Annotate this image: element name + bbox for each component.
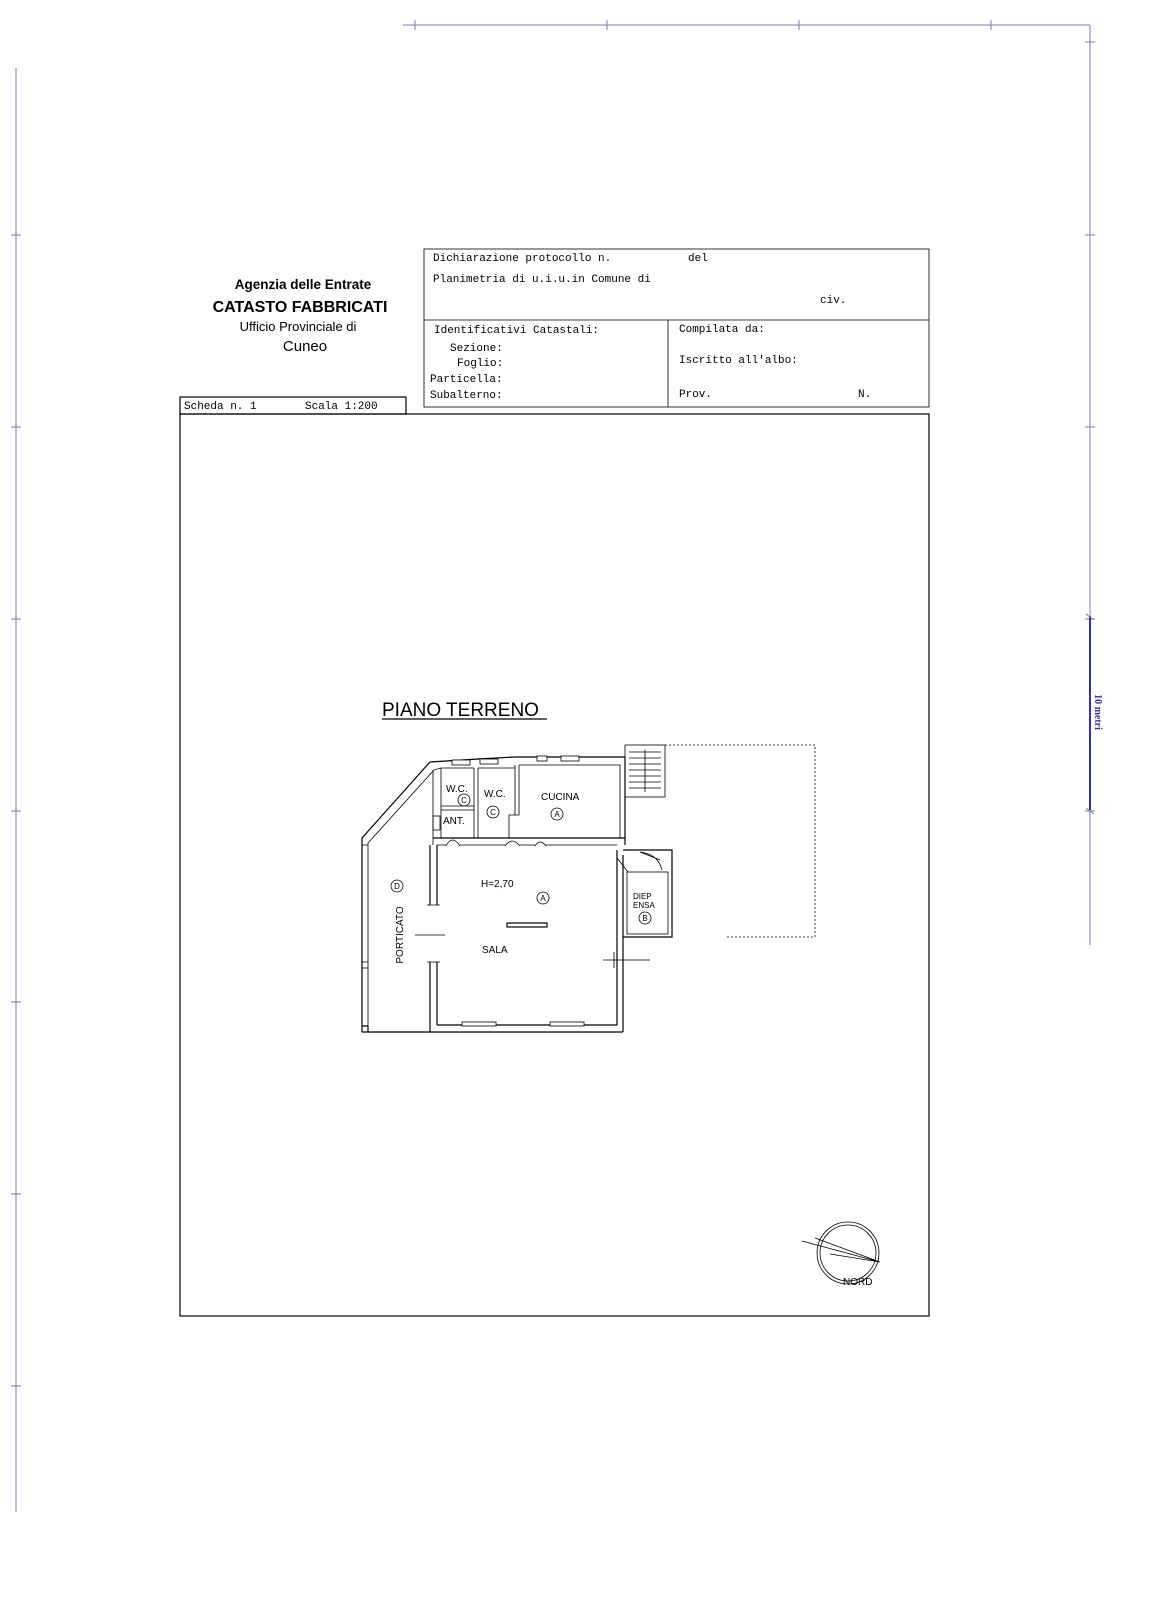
sala-label: SALA	[482, 945, 508, 956]
porch-bottom-wall	[362, 1026, 437, 1032]
prov-label: Prov.	[679, 389, 713, 401]
porticato-category: D	[394, 882, 400, 891]
wc2-cucina-partition	[509, 765, 519, 838]
sezione-label: Sezione:	[450, 343, 503, 355]
external-area-outline	[665, 745, 815, 937]
cucina-window-1	[537, 756, 547, 761]
dispensa-label-line1: DIEP	[633, 892, 652, 901]
ant-door-frame	[433, 816, 440, 830]
scale-bar-label: 10 metri	[1092, 694, 1103, 730]
stair-treads	[629, 750, 661, 792]
porch-column-marks	[362, 845, 368, 968]
ant-door-arc	[446, 840, 460, 846]
planimetria-label: Planimetria di u.i.u.in Comune di	[433, 274, 651, 286]
iscritto-label: Iscritto all'albo:	[679, 355, 798, 367]
wc2-category: C	[490, 808, 496, 817]
sala-window-1	[462, 1022, 496, 1026]
wc1-category: C	[461, 796, 467, 805]
dispensa-door	[617, 852, 662, 872]
dispensa-category: B	[642, 914, 648, 923]
porch-inner-wall	[368, 770, 434, 1026]
sala-window-2	[550, 1022, 584, 1026]
agency-header	[213, 277, 388, 355]
sala-door-arc	[535, 842, 546, 846]
cucina-window-2	[561, 756, 579, 761]
wc1-label: W.C.	[446, 784, 468, 795]
compilata-label: Compilata da:	[679, 324, 765, 336]
floor-plan	[362, 745, 815, 1032]
ufficio-label: Ufficio Provinciale di	[239, 319, 357, 334]
wc2-window	[480, 759, 498, 764]
catasto-title: CATASTO FABBRICATI	[212, 299, 388, 316]
sala-category: A	[540, 894, 546, 903]
floor-title-text: PIANO TERRENO	[382, 700, 539, 721]
scheda-number: Scheda n. 1	[184, 401, 257, 413]
cucina-label: CUCINA	[541, 792, 580, 803]
sala-right-opening	[603, 952, 650, 968]
scale-bar	[1086, 614, 1103, 814]
sala-left-wall	[430, 845, 437, 1032]
floor-title	[382, 700, 547, 721]
foglio-label: Foglio:	[457, 358, 504, 370]
north-arrow	[802, 1222, 880, 1288]
wc1-ant-partition	[441, 806, 474, 810]
wc2-label: W.C.	[484, 789, 506, 800]
scheda-box	[180, 397, 406, 414]
cucina-door-arc	[505, 841, 520, 846]
dichiarazione-label: Dichiarazione protocollo n.	[433, 253, 612, 265]
declaration-form	[424, 249, 929, 407]
identificativi-label: Identificativi Catastali:	[434, 325, 600, 337]
porticato-label: PORTICATO	[395, 906, 406, 964]
provincia-name: Cuneo	[282, 338, 328, 355]
subalterno-label: Subalterno:	[430, 390, 503, 402]
dispensa-label-line2: ENSA	[633, 901, 655, 910]
sala-left-openings	[415, 905, 445, 962]
cucina-category: A	[554, 810, 560, 819]
sala-height: H=2,70	[481, 879, 514, 890]
top-outer-wall	[430, 757, 625, 845]
wc1-window	[452, 760, 470, 765]
agency-name: Agenzia delle Entrate	[234, 277, 372, 292]
del-label: del	[688, 253, 708, 265]
civ-label: civ.	[820, 295, 847, 307]
particella-label: Particella:	[430, 374, 503, 386]
wc1-wc2-partition	[474, 768, 478, 838]
drawing-frame	[180, 414, 929, 1316]
sala-right-wall	[617, 850, 623, 1032]
margin-guides	[11, 20, 1095, 1512]
north-label: NORD	[843, 1277, 873, 1288]
ant-label: ANT.	[443, 816, 465, 827]
north-arrow-pointer-icon	[802, 1238, 880, 1262]
n-label: N.	[858, 389, 872, 401]
sala-fixture	[507, 923, 547, 927]
room-labels	[391, 784, 655, 964]
scheda-scale: Scala 1:200	[305, 401, 378, 413]
service-left-wall	[433, 768, 441, 845]
porch-outer-wall	[362, 762, 430, 1032]
